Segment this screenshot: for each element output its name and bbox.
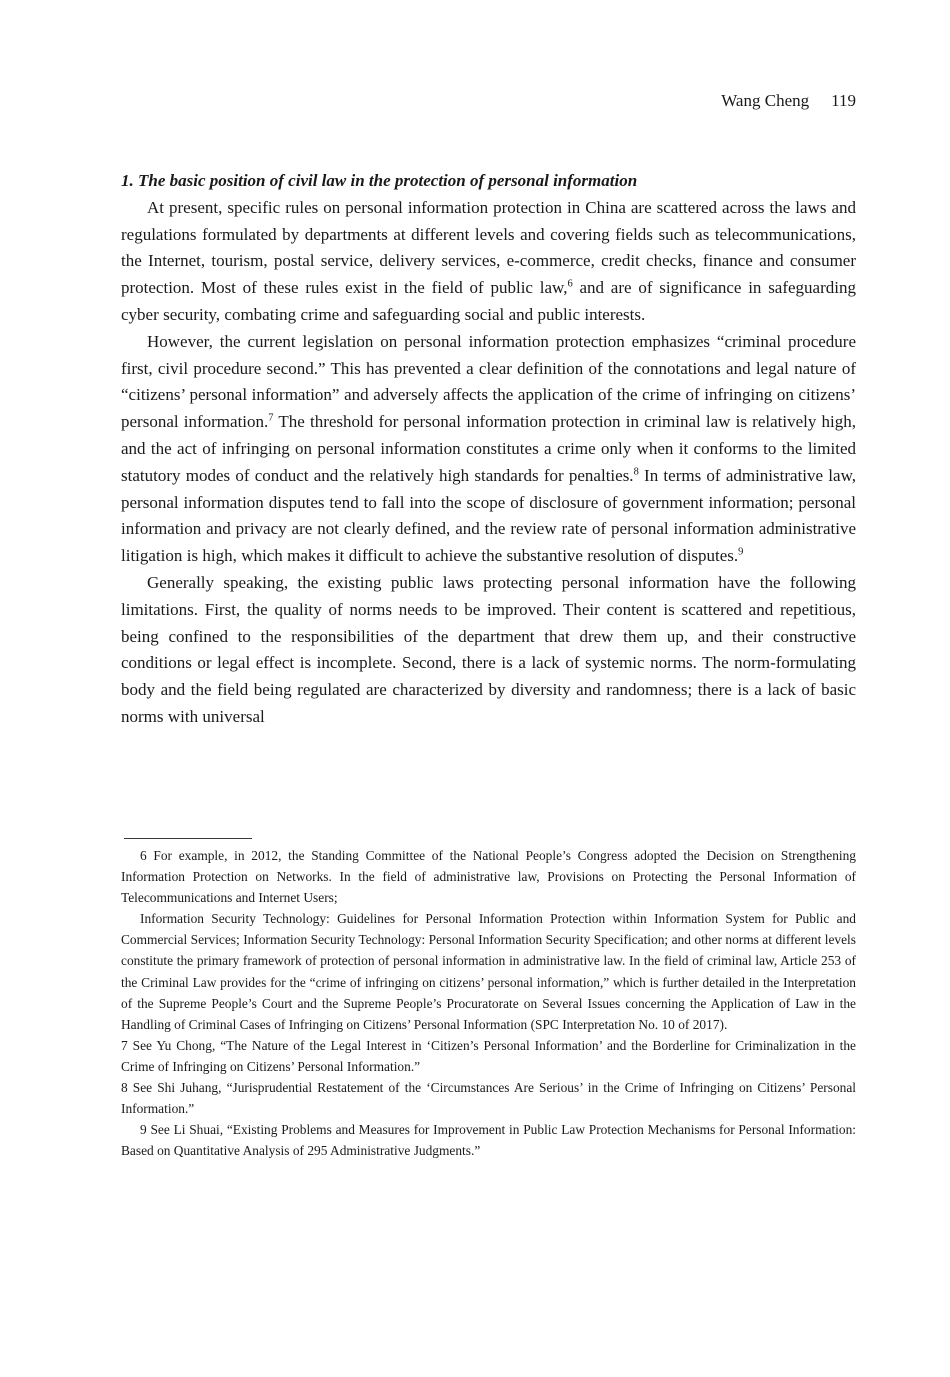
footnote-reference-6[interactable]: 6	[567, 278, 573, 290]
body-paragraph-3: Generally speaking, the existing public laws protecting personal information have the following limitations. First, the quality of norms needs to be improved. Their content is scattered and repetitious, being confined to the responsibilities of the department that drew them up, and their constructive conditions or legal effect is incomplete. Second, there is a lack of systemic norms. The norm-formulating body and the field being regulated are characterized by diversity and randomness; there is a lack of basic norms with universal	[121, 572, 856, 726]
footnote-reference-8[interactable]: 8	[633, 466, 639, 478]
header-author: Wang Cheng	[721, 91, 810, 110]
footnote-8: 8 See Shi Juhang, “Jurisprudential Restatement of the ‘Circumstances Are Serious’ in the Crime of Infringing on Citizens’ Personal Information.”	[121, 1080, 856, 1117]
footnote-separator-rule	[124, 838, 252, 839]
footnote-6: 6 For example, in 2012, the Standing Committee of the National People’s Congress adopted the Decision on Strengthening Information Protection on Networks. In the field of administrative law, Provisions on Protecting the Personal Information of Telecommunications and Internet Users;	[121, 848, 856, 906]
running-header	[121, 68, 856, 134]
footnote-7: 7 See Yu Chong, “The Nature of the Legal Interest in ‘Citizen’s Personal Information’ and the Borderline for Criminalization in the Crime of Infringing on Citizens’ Personal Information.”	[121, 1037, 856, 1074]
footnotes-section	[121, 838, 856, 1161]
body-paragraph-2: However, the current legislation on personal information protection emphasizes “criminal procedure first, civil procedure second.” This has prevented a clear definition of the connotations and legal nature of “citizens’ personal information” and adversely affects the application of the crime of infringing on citizens’ personal information.$^7$ The threshold for personal information protection in criminal law is relatively high, and the act of infringing on personal information constitutes a crime only when it conforms to the limited statutory modes of conduct and the relatively high standards for penalties.$^8$ In terms of administrative law, personal information disputes tend to fall into the scope of disclosure of government information; personal information and privacy are not clearly defined, and the review rate of personal information administrative litigation is high, which makes it difficult to achieve the substantive resolution of disputes.$^9$	[121, 331, 856, 566]
footnote-6-continuation: Information Security Technology: Guidelines for Personal Information Protection within Information System for Public and Commercial Services; Information Security Technology: Personal Information Security Specification; and other norms at different levels constitute the primary framework of protection of personal information in administrative law. In the field of criminal law, Article 253 of the Criminal Law provides for the “crime of infringing on citizens’ personal information,” which is further detailed in the Interpretation of the Supreme People’s Court and the Supreme People’s Procuratorate on Several Issues concerning the Application of Law in the Handling of Criminal Cases of Infringing on Citizens’ Personal Information (SPC Interpretation No. 10 of 2017).	[121, 911, 856, 1032]
footnote-reference-7[interactable]: 7	[268, 412, 274, 424]
section-heading: 1. The basic position of civil law in the protection of personal information	[121, 171, 638, 190]
page-number: 119	[831, 91, 856, 110]
main-text-column	[121, 168, 856, 731]
footnote-reference-9[interactable]: 9	[738, 546, 744, 558]
body-paragraph-1: At present, specific rules on personal information protection in China are scattered across the laws and regulations formulated by departments at different levels and covering fields such as telecommunications, the Internet, tourism, postal service, delivery services, e-commerce, credit checks, finance and consumer protection. Most of these rules exist in the field of public law,$^6$ and are of significance in safeguarding cyber security, combating crime and safeguarding social and public interests.	[121, 197, 856, 324]
footnote-9: 9 See Li Shuai, “Existing Problems and Measures for Improvement in Public Law Protection Mechanisms for Personal Information: Based on Quantitative Analysis of 295 Administrative Judgments.”	[121, 1122, 856, 1159]
